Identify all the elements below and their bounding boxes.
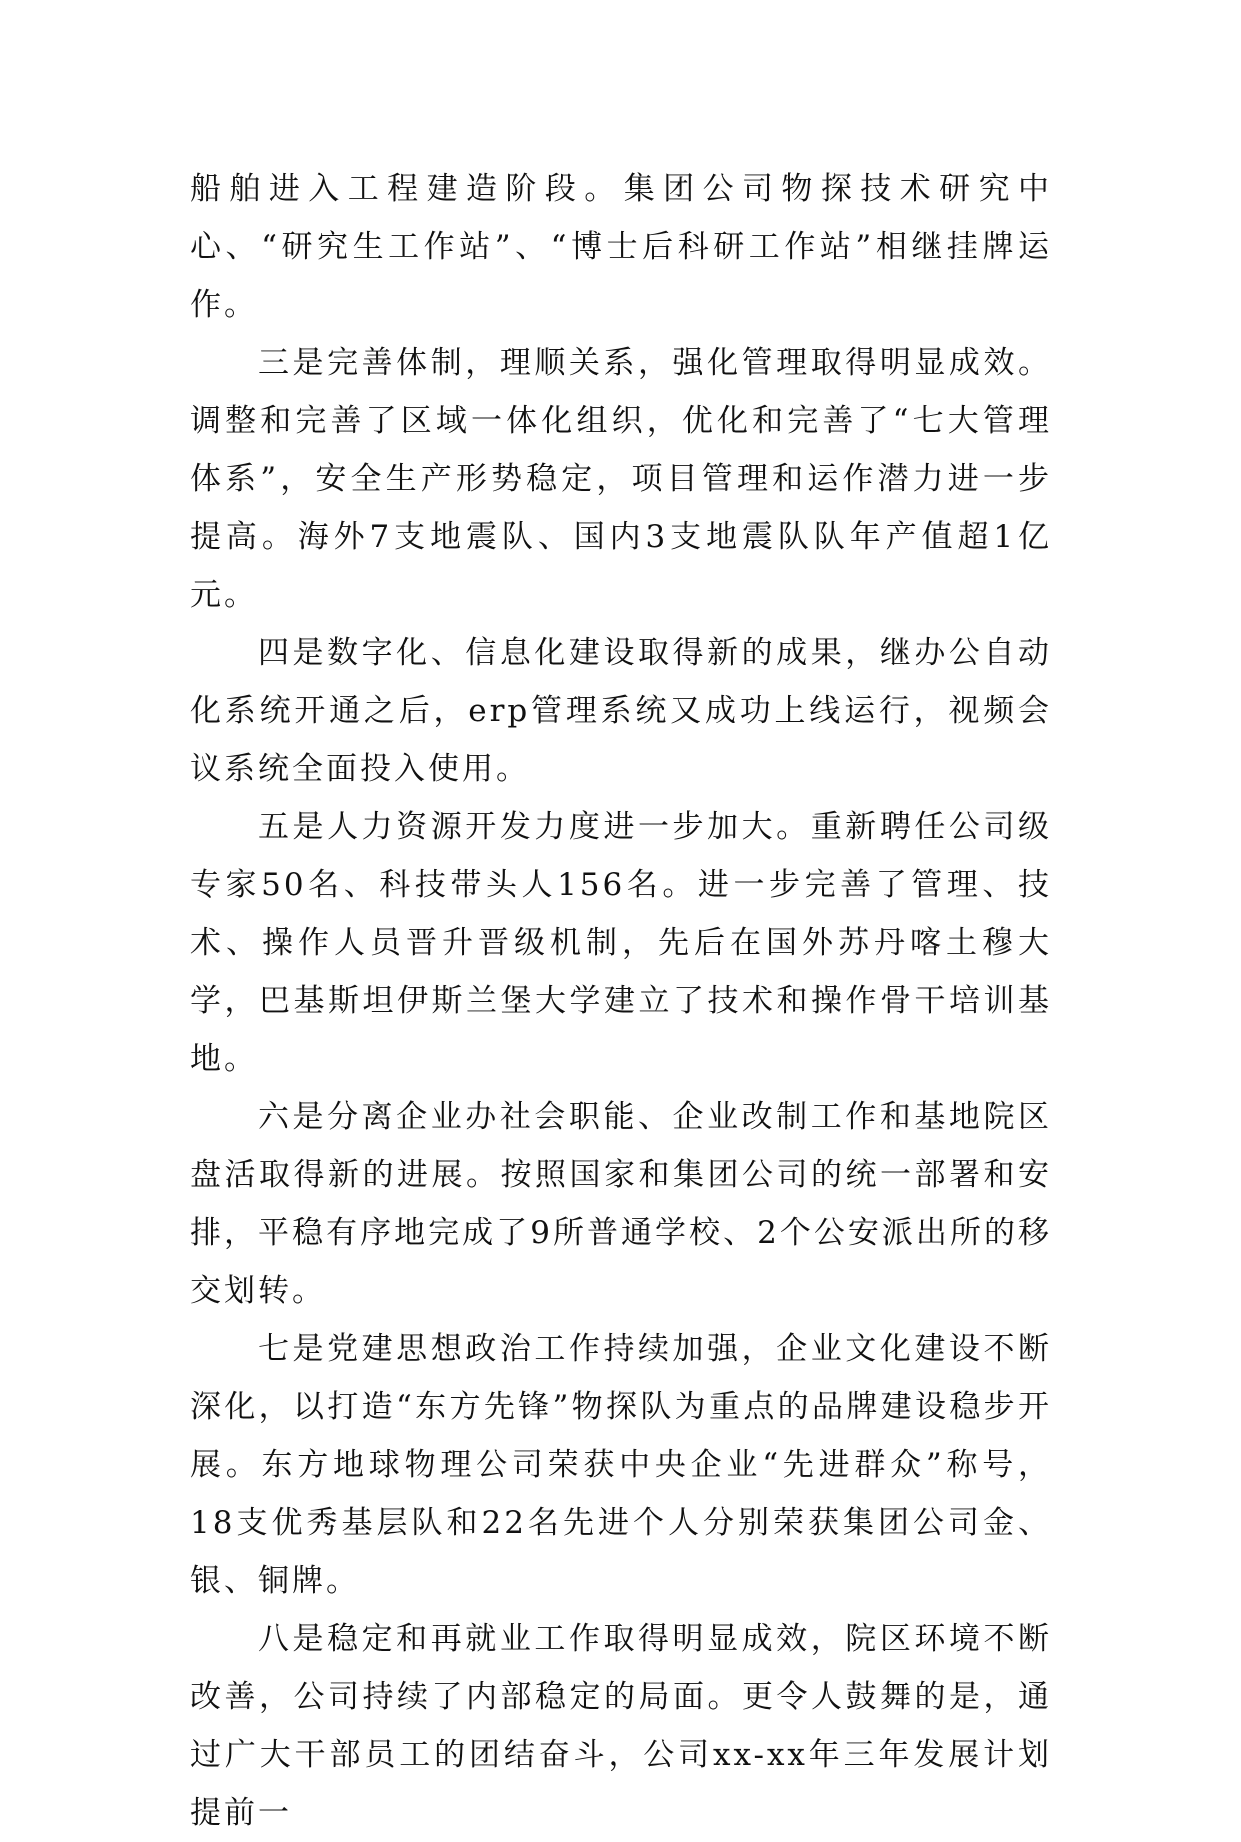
paragraph-item-4: 四是数字化、信息化建设取得新的成果，继办公自动化系统开通之后，erp管理系统又成功上线运行，视频会议系统全面投入使用。 <box>190 635 1052 787</box>
paragraph-item-3: 三是完善体制，理顺关系，强化管理取得明显成效。调整和完善了区域一体化组织，优化和完善了“七大管理体系”，安全生产形势稳定，项目管理和运作潜力进一步提高。海外7支地震队、国内3支地震队队年产值超1亿元。 <box>190 345 1052 613</box>
paragraph-continuation: 船舶进入工程建造阶段。集团公司物探技术研究中心、“研究生工作站”、“博士后科研工作站”相继挂牌运作。 <box>190 171 1052 323</box>
paragraph-item-6: 六是分离企业办社会职能、企业改制工作和基地院区盘活取得新的进展。按照国家和集团公司的统一部署和安排，平稳有序地完成了9所普通学校、2个公安派出所的移交划转。 <box>190 1099 1052 1309</box>
paragraph-item-8: 八是稳定和再就业工作取得明显成效，院区环境不断改善，公司持续了内部稳定的局面。更令人鼓舞的是，通过广大干部员工的团结奋斗，公司xx-xx年三年发展计划提前一 <box>190 1621 1052 1831</box>
paragraph-item-7: 七是党建思想政治工作持续加强，企业文化建设不断深化，以打造“东方先锋”物探队为重点的品牌建设稳步开展。东方地球物理公司荣获中央企业“先进群众”称号，18支优秀基层队和22名先进个人分别荣获集团公司金、银、铜牌。 <box>190 1331 1052 1599</box>
document-body <box>190 160 1052 1842</box>
paragraph-item-5: 五是人力资源开发力度进一步加大。重新聘任公司级专家50名、科技带头人156名。进一步完善了管理、技术、操作人员晋升晋级机制，先后在国外苏丹喀土穆大学，巴基斯坦伊斯兰堡大学建立了技术和操作骨干培训基地。 <box>190 809 1052 1077</box>
